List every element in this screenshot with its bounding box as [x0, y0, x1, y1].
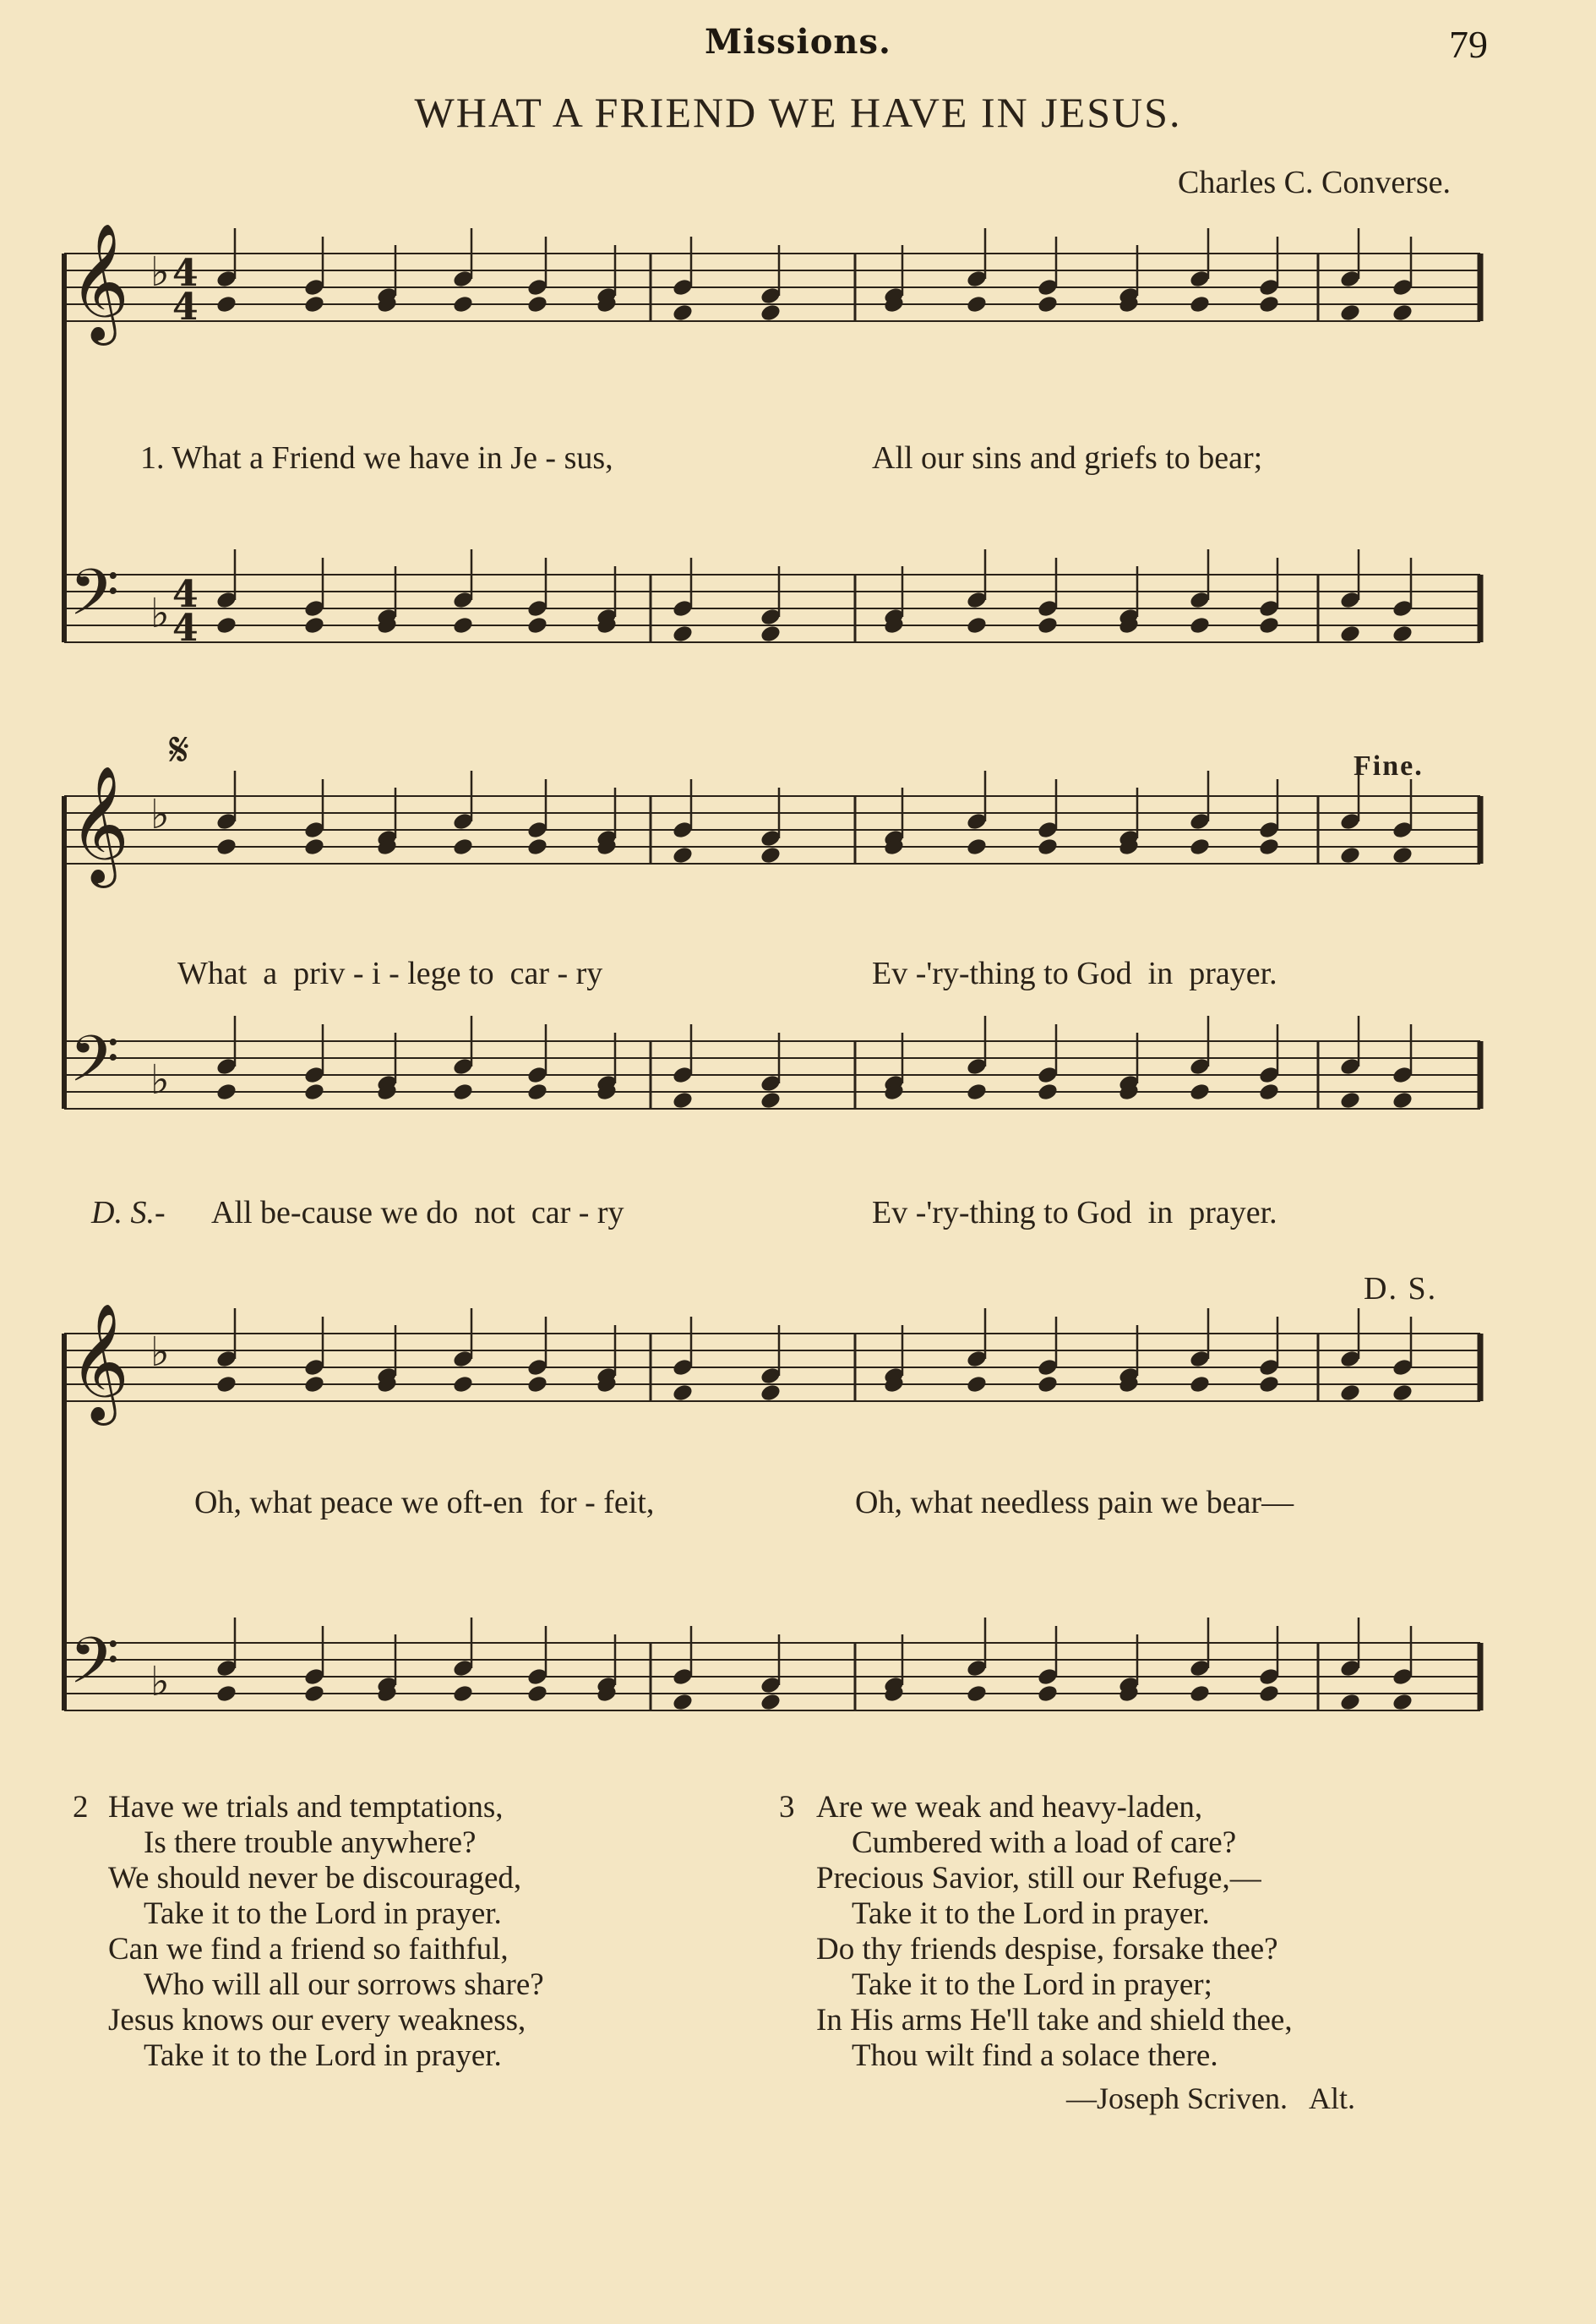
note-head-icon	[1339, 845, 1362, 865]
key-flat-icon: ♭	[150, 1658, 170, 1705]
composer-credit: Charles C. Converse.	[1178, 165, 1451, 200]
note-head-icon	[452, 1082, 475, 1102]
note-head-icon	[966, 837, 989, 857]
verse-line: Cumbered with a load of care?	[852, 1825, 1237, 1860]
note-head-icon	[966, 615, 989, 636]
bass-clef-icon: 𝄢	[69, 1623, 120, 1714]
time-signature-icon: 4	[172, 252, 199, 295]
verse-line: Take it to the Lord in prayer;	[852, 1967, 1212, 2002]
note-head-icon	[526, 1683, 549, 1704]
segno-icon: 𝄋	[169, 723, 190, 777]
note-head-icon	[966, 294, 989, 314]
note-head-icon	[760, 1090, 782, 1110]
verse2	[108, 1790, 544, 2074]
note-head-icon	[1392, 1692, 1414, 1712]
verse-line: Who will all our sorrows share?	[144, 1967, 544, 2002]
page-number: 79	[1449, 23, 1488, 66]
key-flat-icon: ♭	[150, 1328, 170, 1376]
hymn-title: WHAT A FRIEND WE HAVE IN JESUS.	[414, 89, 1182, 136]
bass-clef-icon: 𝄢	[69, 1022, 120, 1112]
note-head-icon	[1258, 294, 1281, 314]
treble-clef-icon: 𝄞	[69, 223, 129, 341]
section-heading: Missions.	[705, 22, 891, 62]
note-head-icon	[526, 1374, 549, 1394]
note-head-icon	[672, 845, 695, 865]
note-head-icon	[303, 837, 326, 857]
verse2-number: 2	[73, 1790, 89, 1825]
note-head-icon	[526, 1082, 549, 1102]
system3-lyric-b: Oh, what needless pain we bear—	[855, 1485, 1294, 1520]
note-head-icon	[303, 1683, 326, 1704]
note-head-icon	[452, 615, 475, 636]
system1-lyric-b: All our sins and griefs to bear;	[872, 440, 1263, 476]
treble-clef-icon: 𝄞	[69, 766, 129, 883]
note-head-icon	[1258, 837, 1281, 857]
verse-line: Precious Savior, still our Refuge,—	[816, 1861, 1261, 1896]
note-head-icon	[1339, 1692, 1362, 1712]
note-head-icon	[1339, 624, 1362, 644]
note-head-icon	[452, 294, 475, 314]
note-head-icon	[215, 615, 238, 636]
note-head-icon	[215, 1374, 238, 1394]
time-signature-icon: 4	[172, 573, 199, 616]
note-head-icon	[215, 1683, 238, 1704]
note-head-icon	[672, 1090, 695, 1110]
note-head-icon	[672, 303, 695, 323]
note-head-icon	[1037, 615, 1059, 636]
verse-line: Have we trials and temptations,	[108, 1790, 504, 1825]
note-head-icon	[1392, 1383, 1414, 1403]
verse-line: Are we weak and heavy-laden,	[816, 1790, 1203, 1825]
note-head-icon	[1258, 615, 1281, 636]
note-head-icon	[303, 1374, 326, 1394]
bass-clef-icon: 𝄢	[69, 555, 120, 646]
note-head-icon	[1189, 837, 1212, 857]
note-head-icon	[215, 1082, 238, 1102]
note-head-icon	[672, 624, 695, 644]
verse3-number: 3	[779, 1790, 795, 1825]
verse-line: Jesus knows our every weakness,	[108, 2003, 526, 2038]
note-head-icon	[966, 1082, 989, 1102]
note-head-icon	[760, 845, 782, 865]
note-head-icon	[1339, 303, 1362, 323]
note-head-icon	[1392, 845, 1414, 865]
note-head-icon	[1037, 837, 1059, 857]
note-head-icon	[1189, 1082, 1212, 1102]
ds-mark: D. S.	[1364, 1271, 1438, 1307]
time-signature-icon: 4	[172, 286, 199, 329]
note-head-icon	[966, 1683, 989, 1704]
ds-label: D. S.-	[91, 1195, 166, 1230]
note-head-icon	[452, 837, 475, 857]
note-head-icon	[303, 1082, 326, 1102]
note-head-icon	[1037, 1374, 1059, 1394]
lyricist-credit: —Joseph Scriven. Alt.	[1066, 2081, 1355, 2115]
verse-line: Can we find a friend so faithful,	[108, 1932, 509, 1967]
note-head-icon	[672, 1692, 695, 1712]
fine-mark: Fine.	[1354, 750, 1424, 782]
verse-line: Take it to the Lord in prayer.	[144, 2038, 502, 2073]
note-head-icon	[760, 1692, 782, 1712]
note-head-icon	[1037, 294, 1059, 314]
system3-lyric-a: Oh, what peace we oft-en for - feit,	[194, 1485, 655, 1520]
verse-line: Thou wilt find a solace there.	[852, 2038, 1218, 2073]
note-head-icon	[215, 837, 238, 857]
note-head-icon	[1258, 1374, 1281, 1394]
system1-lyric-a: 1. What a Friend we have in Je - sus,	[140, 440, 613, 476]
treble-clef-icon: 𝄞	[69, 1303, 129, 1421]
key-flat-icon: ♭	[150, 1056, 170, 1104]
note-head-icon	[1258, 1683, 1281, 1704]
key-flat-icon: ♭	[150, 791, 170, 838]
note-head-icon	[1037, 1683, 1059, 1704]
time-signature-icon: 4	[172, 607, 199, 650]
note-head-icon	[303, 294, 326, 314]
note-head-icon	[452, 1374, 475, 1394]
note-head-icon	[966, 1374, 989, 1394]
note-head-icon	[526, 837, 549, 857]
note-head-icon	[1189, 615, 1212, 636]
verse-line: Is there trouble anywhere?	[144, 1825, 477, 1860]
verse3	[816, 1790, 1293, 2074]
note-head-icon	[303, 615, 326, 636]
note-head-icon	[215, 294, 238, 314]
ds-lyric-a: All be-cause we do not car - ry	[211, 1195, 624, 1230]
key-flat-icon: ♭	[150, 590, 170, 637]
verse-line: Take it to the Lord in prayer.	[144, 1896, 502, 1931]
note-head-icon	[1189, 1374, 1212, 1394]
note-head-icon	[760, 303, 782, 323]
note-head-icon	[672, 1383, 695, 1403]
system2-lyric-a: What a priv - i - lege to car - ry	[177, 956, 603, 991]
note-head-icon	[760, 624, 782, 644]
note-head-icon	[1258, 1082, 1281, 1102]
verse-line: Take it to the Lord in prayer.	[852, 1896, 1210, 1931]
note-head-icon	[1189, 294, 1212, 314]
note-head-icon	[1392, 1090, 1414, 1110]
system2-lyric-b: Ev -'ry-thing to God in prayer.	[872, 956, 1277, 991]
verse-line: We should never be discouraged,	[108, 1861, 522, 1896]
note-head-icon	[1392, 303, 1414, 323]
note-head-icon	[526, 294, 549, 314]
verse-line: In His arms He'll take and shield thee,	[816, 2003, 1293, 2038]
verse-line: Do thy friends despise, forsake thee?	[816, 1932, 1278, 1967]
note-head-icon	[1037, 1082, 1059, 1102]
note-head-icon	[1189, 1683, 1212, 1704]
note-head-icon	[452, 1683, 475, 1704]
key-flat-icon: ♭	[150, 248, 170, 296]
note-head-icon	[760, 1383, 782, 1403]
ds-lyric-b: Ev -'ry-thing to God in prayer.	[872, 1195, 1277, 1230]
note-head-icon	[1392, 624, 1414, 644]
note-head-icon	[526, 615, 549, 636]
note-head-icon	[1339, 1383, 1362, 1403]
note-head-icon	[1339, 1090, 1362, 1110]
